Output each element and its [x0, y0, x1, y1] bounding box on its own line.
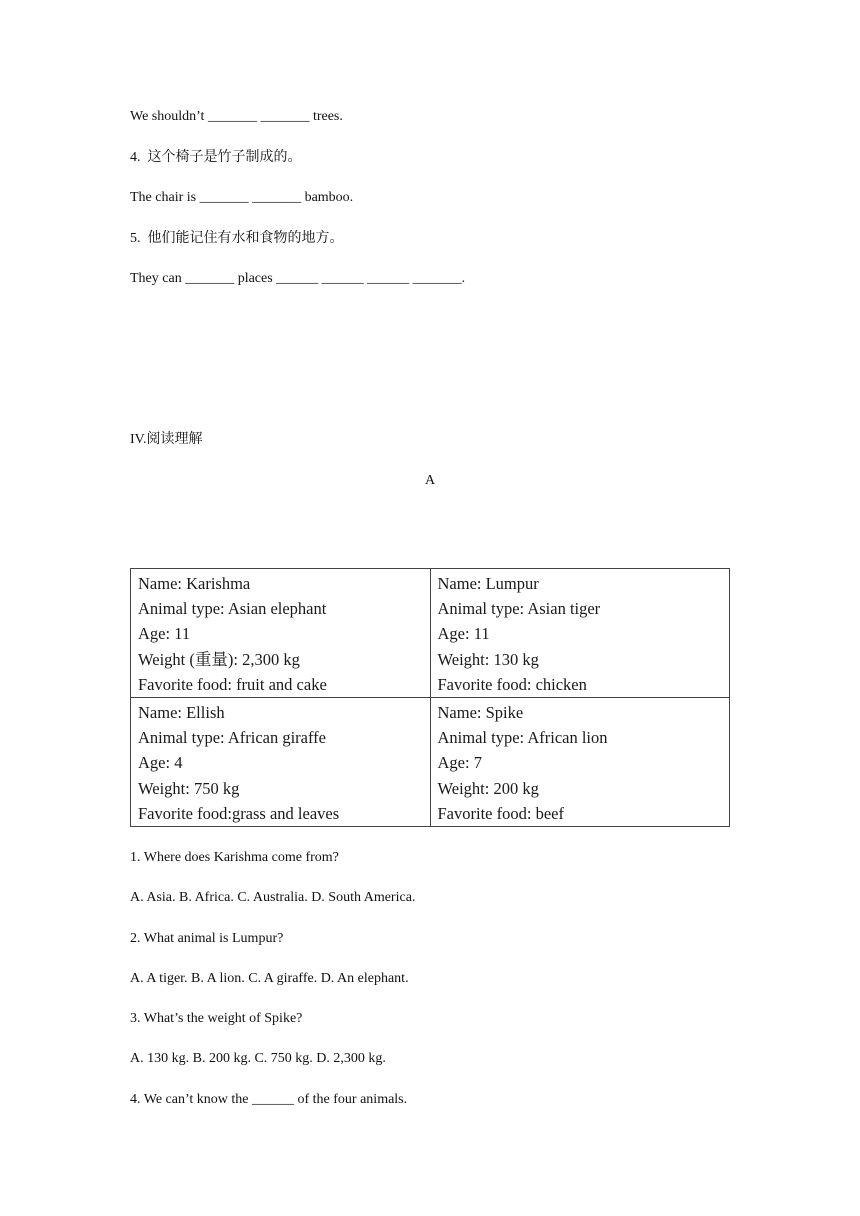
item-4-chinese: 4. 这个椅子是竹子制成的。 — [130, 150, 302, 165]
section-heading: IV.阅读理解 — [130, 432, 203, 447]
card-line: Name: Karishma — [138, 574, 251, 593]
animal-card-spike — [430, 697, 730, 826]
line-shouldnt-trees: We shouldn’t _______ _______ trees. — [130, 109, 343, 124]
question-3: 3. What’s the weight of Spike? — [130, 1011, 303, 1026]
card-line: Age: 11 — [138, 624, 191, 644]
card-line: Age: 4 — [138, 753, 183, 773]
table-row — [131, 697, 730, 826]
card-line: Favorite food: beef — [437, 803, 564, 823]
animal-card-lumpur — [430, 569, 730, 698]
item-5-chinese: 5. 他们能记住有水和食物的地方。 — [130, 231, 344, 246]
animal-card-ellish — [131, 697, 431, 826]
card-line: Animal type: Asian tiger — [437, 599, 601, 619]
question-1: 1. Where does Karishma come from? — [130, 850, 339, 865]
table-row — [131, 569, 730, 698]
question-3-options: A. 130 kg. B. 200 kg. C. 750 kg. D. 2,300 kg. — [130, 1051, 386, 1066]
card-line: Weight: 130 kg — [437, 649, 539, 669]
animal-info-table — [130, 568, 730, 827]
question-4: 4. We can’t know the ______ of the four animals. — [130, 1092, 408, 1107]
question-2-options: A. A tiger. B. A lion. C. A giraffe. D. An elephant. — [130, 971, 409, 986]
card-line: Name: Lumpur — [437, 574, 539, 593]
card-line: Weight (重量): 2,300 kg — [138, 649, 300, 669]
card-line: Animal type: African lion — [437, 728, 608, 748]
card-line: Animal type: African giraffe — [138, 728, 327, 748]
card-line: Favorite food:grass and leaves — [138, 803, 340, 823]
card-line: Weight: 750 kg — [138, 778, 240, 798]
card-line: Animal type: Asian elephant — [138, 599, 327, 619]
line-they-can-places: They can _______ places ______ ______ ______ _______. — [130, 271, 466, 286]
line-chair-bamboo: The chair is _______ _______ bamboo. — [130, 190, 354, 205]
card-line: Name: Spike — [437, 702, 524, 722]
card-line: Age: 11 — [437, 624, 490, 644]
card-line: Name: Ellish — [138, 702, 225, 722]
card-line: Favorite food: chicken — [437, 674, 587, 694]
question-2: 2. What animal is Lumpur? — [130, 931, 284, 946]
question-1-options: A. Asia. B. Africa. C. Australia. D. South America. — [130, 890, 416, 905]
card-line: Favorite food: fruit and cake — [138, 674, 327, 694]
card-line: Weight: 200 kg — [437, 778, 539, 798]
card-line: Age: 7 — [437, 753, 482, 773]
passage-label: A — [424, 473, 436, 488]
animal-card-karishma — [131, 569, 431, 698]
